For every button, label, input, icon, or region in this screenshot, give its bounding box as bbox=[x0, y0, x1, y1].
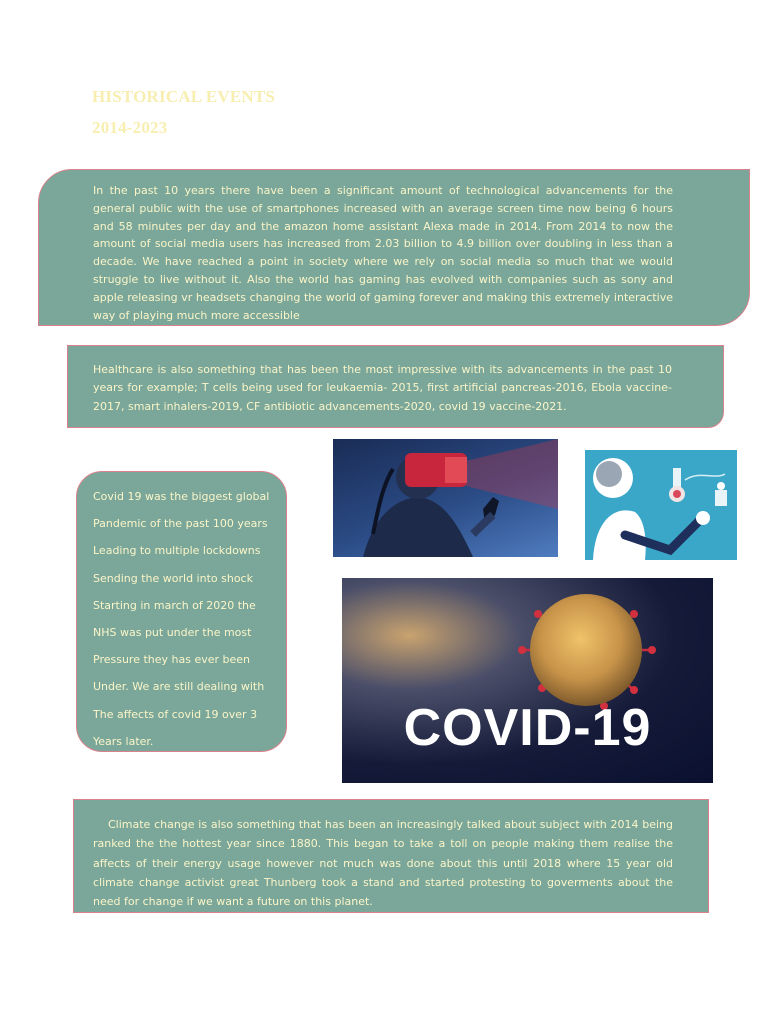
technology-text: In the past 10 years there have been a significant amount of technological advancements for the general public with the use of smartphones increased with an average screen time now being 6 hours and 58 minutes per day and the amazon home assistant Alexa made in 2014. From 2014 to now the amount of social media users has increased from 2.03 billion to 4.9 billion over doubling in less than a decade. We have reached a point in society where we rely on social media so much that we would struggle to live without it. Also the world has gaming has evolved with companies such as sony and apple releasing vr headsets changing the world of gaming forever and making this extremely interactive way of playing much more accessible bbox=[93, 184, 673, 322]
healthcare-panel bbox=[67, 345, 724, 428]
ai-robot-image bbox=[585, 450, 737, 560]
covid-text-line: Pandemic of the past 100 years bbox=[93, 517, 268, 531]
covid-text-line: Years later. bbox=[93, 734, 154, 748]
covid-text-line: Sending the world into shock bbox=[93, 571, 253, 585]
covid-text-line: Leading to multiple lockdowns bbox=[93, 544, 261, 558]
covid-text-line: Covid 19 was the biggest global bbox=[93, 490, 270, 503]
climate-panel bbox=[73, 799, 709, 913]
covid-text-line: Pressure they has ever been bbox=[93, 653, 251, 667]
page-title: HISTORICAL EVENTS bbox=[92, 87, 276, 106]
covid-panel bbox=[76, 471, 287, 752]
vr-headset-image bbox=[333, 439, 558, 557]
covid-text-line: The affects of covid 19 over 3 bbox=[93, 707, 258, 721]
covid-19-banner-text: COVID-19 bbox=[403, 699, 652, 757]
covid-text-line: NHS was put under the most bbox=[93, 626, 252, 640]
covid-text-line: Under. We are still dealing with bbox=[93, 680, 265, 694]
robot-scientist-illustration bbox=[585, 450, 737, 560]
technology-panel bbox=[38, 169, 750, 326]
healthcare-text: Healthcare is also something that has been the most impressive with its advancements in the past 10 years for example; T cells being used for leukaemia- 2015, first artificial pancreas-2016, Ebola vaccine- 2017, smart inhalers-2019, CF antibiotic advancements-2020, covid 19 vaccine-2021. bbox=[93, 363, 672, 413]
vr-headset-illustration bbox=[333, 439, 558, 557]
page-subtitle-years: 2014-2023 bbox=[92, 118, 168, 137]
climate-text: Climate change is also something that has been an increasingly talked about subject with 2014 being ranked the the hottest year since 1880. This began to take a toll on people making them realise the affects of their energy usage however not much was done about this until 2018 where 15 year old climate change activist great Thunberg took a stand and started protesting to goverments about the need for change if we want a future on this planet. bbox=[93, 818, 673, 909]
covid-19-banner-image bbox=[342, 578, 713, 783]
covid-text-line: Starting in march of 2020 the bbox=[93, 598, 256, 612]
